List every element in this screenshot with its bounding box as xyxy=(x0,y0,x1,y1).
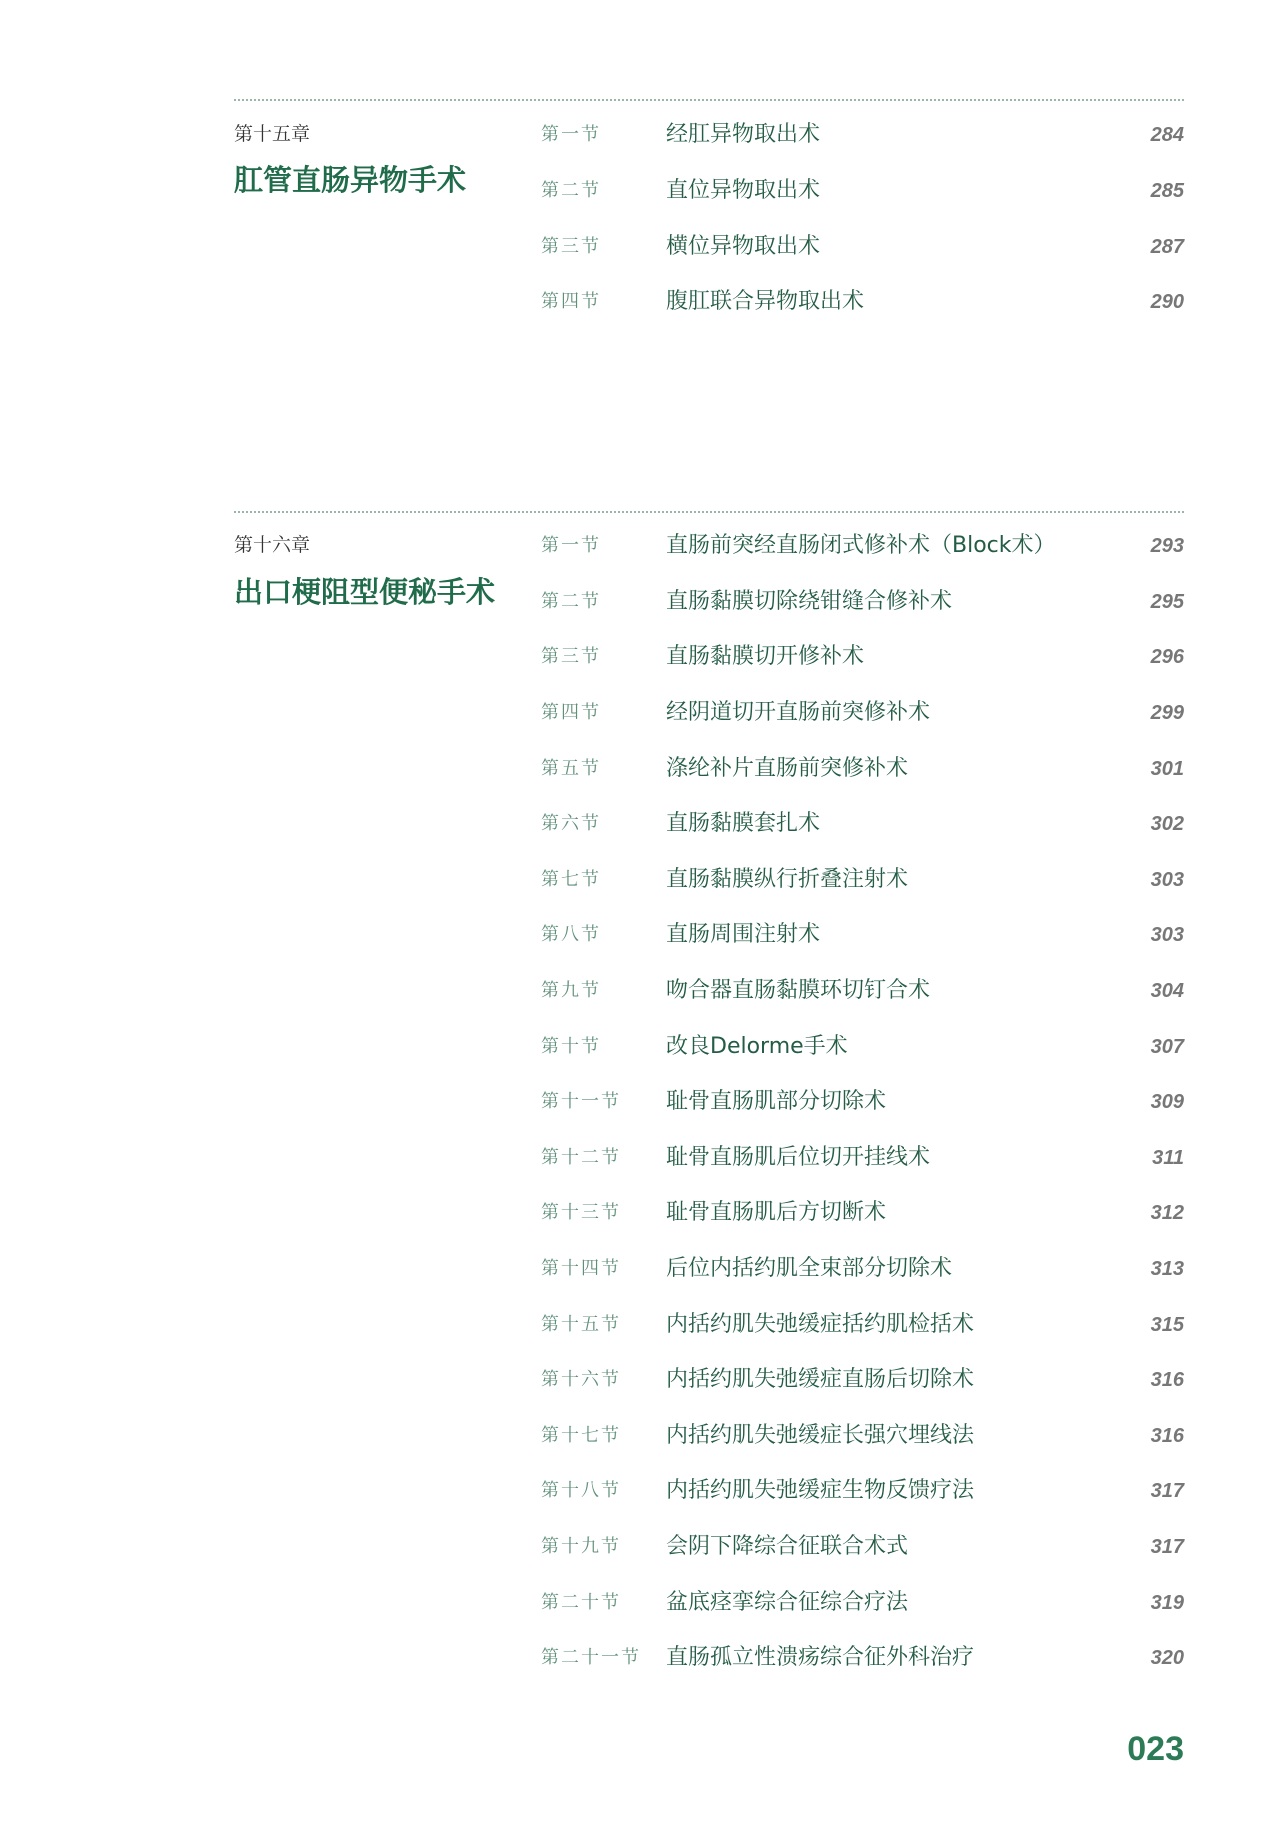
toc-entry[interactable] xyxy=(0,753,1280,809)
section-number: 第四节 xyxy=(541,291,601,312)
toc-entry[interactable] xyxy=(0,697,1280,753)
page-number: 284 xyxy=(1150,124,1184,146)
page-number: 312 xyxy=(1150,1202,1184,1224)
section-number: 第一节 xyxy=(541,535,601,556)
section-number: 第二十节 xyxy=(541,1592,621,1613)
toc-entry[interactable] xyxy=(0,1642,1280,1698)
page-number: 303 xyxy=(1150,924,1184,946)
section-number: 第十九节 xyxy=(541,1536,621,1557)
page-number: 295 xyxy=(1150,591,1184,613)
section-number: 第二节 xyxy=(541,180,601,201)
toc-entry[interactable] xyxy=(0,919,1280,975)
toc-entry[interactable] xyxy=(0,1142,1280,1198)
section-title: 内括约肌失弛缓症生物反馈疗法 xyxy=(666,1478,975,1503)
section-title: 腹肛联合异物取出术 xyxy=(666,289,865,314)
section-number: 第十三节 xyxy=(541,1202,621,1223)
page-number: 293 xyxy=(1150,535,1184,557)
chapter-label: 第十六章 xyxy=(234,534,311,556)
section-number: 第一节 xyxy=(541,124,601,145)
toc-entry[interactable] xyxy=(0,586,1280,642)
section-title: 直肠周围注射术 xyxy=(666,922,821,947)
toc-entry[interactable] xyxy=(0,1086,1280,1142)
page-number: 285 xyxy=(1150,180,1184,202)
page-number: 303 xyxy=(1150,869,1184,891)
section-number: 第十节 xyxy=(541,1036,601,1057)
toc-entry[interactable] xyxy=(0,1531,1280,1587)
page-number: 301 xyxy=(1150,758,1184,780)
toc-entry[interactable] xyxy=(0,1420,1280,1476)
toc-entry[interactable] xyxy=(0,1197,1280,1253)
section-title: 经肛异物取出术 xyxy=(666,122,821,147)
section-number: 第二十一节 xyxy=(541,1647,641,1668)
page-number: 311 xyxy=(1152,1147,1184,1169)
toc-entry[interactable] xyxy=(0,864,1280,920)
toc-entry[interactable] xyxy=(0,1031,1280,1087)
section-title: 横位异物取出术 xyxy=(666,234,821,259)
page-number: 287 xyxy=(1150,236,1184,258)
section-number: 第二节 xyxy=(541,591,601,612)
section-number: 第四节 xyxy=(541,702,601,723)
section-title: 内括约肌失弛缓症直肠后切除术 xyxy=(666,1367,975,1392)
page-number: 316 xyxy=(1150,1425,1184,1447)
toc-entry[interactable] xyxy=(0,1587,1280,1643)
toc-entry[interactable] xyxy=(0,175,1280,231)
section-title: 涤纶补片直肠前突修补术 xyxy=(666,756,909,781)
section-title: 直肠孤立性溃疡综合征外科治疗 xyxy=(666,1645,975,1670)
chapter-label: 第十五章 xyxy=(234,123,311,145)
section-number: 第十四节 xyxy=(541,1258,621,1279)
section-number: 第十七节 xyxy=(541,1425,621,1446)
page-number: 313 xyxy=(1150,1258,1184,1280)
toc-entry[interactable] xyxy=(0,641,1280,697)
section-number: 第三节 xyxy=(541,646,601,667)
section-title: 后位内括约肌全束部分切除术 xyxy=(666,1256,953,1281)
toc-entry[interactable] xyxy=(0,119,1280,175)
section-title: 会阴下降综合征联合术式 xyxy=(666,1534,909,1559)
page-number: 315 xyxy=(1150,1314,1184,1336)
section-number: 第七节 xyxy=(541,869,601,890)
section-number: 第十一节 xyxy=(541,1091,621,1112)
chapter-title: 肛管直肠异物手术 xyxy=(234,163,467,197)
section-number: 第十二节 xyxy=(541,1147,621,1168)
section-number: 第十六节 xyxy=(541,1369,621,1390)
toc-entry[interactable] xyxy=(0,808,1280,864)
folio-page-number: 023 xyxy=(1127,1730,1184,1768)
toc-entry[interactable] xyxy=(0,1364,1280,1420)
page-number: 320 xyxy=(1150,1647,1184,1669)
section-number: 第五节 xyxy=(541,758,601,779)
section-number: 第六节 xyxy=(541,813,601,834)
page-number: 316 xyxy=(1150,1369,1184,1391)
section-number: 第八节 xyxy=(541,924,601,945)
toc-entry[interactable] xyxy=(0,975,1280,1031)
toc-entry[interactable] xyxy=(0,231,1280,287)
page-number: 317 xyxy=(1150,1480,1184,1502)
section-title: 直肠黏膜纵行折叠注射术 xyxy=(666,867,909,892)
section-title: 盆底痉挛综合征综合疗法 xyxy=(666,1590,909,1615)
page-number: 290 xyxy=(1150,291,1184,313)
section-title: 耻骨直肠肌后方切断术 xyxy=(666,1200,887,1225)
section-title: 直位异物取出术 xyxy=(666,178,821,203)
section-title: 耻骨直肠肌部分切除术 xyxy=(666,1089,887,1114)
section-number: 第九节 xyxy=(541,980,601,1001)
section-title: 耻骨直肠肌后位切开挂线术 xyxy=(666,1145,931,1170)
section-title: 经阴道切开直肠前突修补术 xyxy=(666,700,931,725)
section-title: 内括约肌失弛缓症括约肌检括术 xyxy=(666,1312,975,1337)
section-title: 直肠黏膜切开修补术 xyxy=(666,644,865,669)
page-number: 302 xyxy=(1150,813,1184,835)
page-number: 304 xyxy=(1150,980,1184,1002)
toc-entry[interactable] xyxy=(0,286,1280,342)
section-title: 直肠黏膜套扎术 xyxy=(666,811,821,836)
toc-entry[interactable] xyxy=(0,1475,1280,1531)
section-title: 内括约肌失弛缓症长强穴埋线法 xyxy=(666,1423,975,1448)
section-number: 第十五节 xyxy=(541,1314,621,1335)
section-title: 吻合器直肠黏膜环切钉合术 xyxy=(666,978,931,1003)
page-number: 296 xyxy=(1150,646,1184,668)
section-title: 直肠前突经直肠闭式修补术（Block术） xyxy=(666,533,1056,558)
section-number: 第三节 xyxy=(541,236,601,257)
page-number: 317 xyxy=(1150,1536,1184,1558)
chapter-title: 出口梗阻型便秘手术 xyxy=(234,575,496,609)
section-number: 第十八节 xyxy=(541,1480,621,1501)
chapter-divider xyxy=(234,99,1184,101)
page-number: 319 xyxy=(1150,1592,1184,1614)
toc-entry[interactable] xyxy=(0,1309,1280,1365)
toc-entry[interactable] xyxy=(0,530,1280,586)
page-number: 299 xyxy=(1150,702,1184,724)
section-title: 改良Delorme手术 xyxy=(666,1034,848,1059)
page-number: 307 xyxy=(1150,1036,1184,1058)
toc-entry[interactable] xyxy=(0,1253,1280,1309)
page-number: 309 xyxy=(1150,1091,1184,1113)
section-title: 直肠黏膜切除绕钳缝合修补术 xyxy=(666,589,953,614)
chapter-divider xyxy=(234,511,1184,513)
